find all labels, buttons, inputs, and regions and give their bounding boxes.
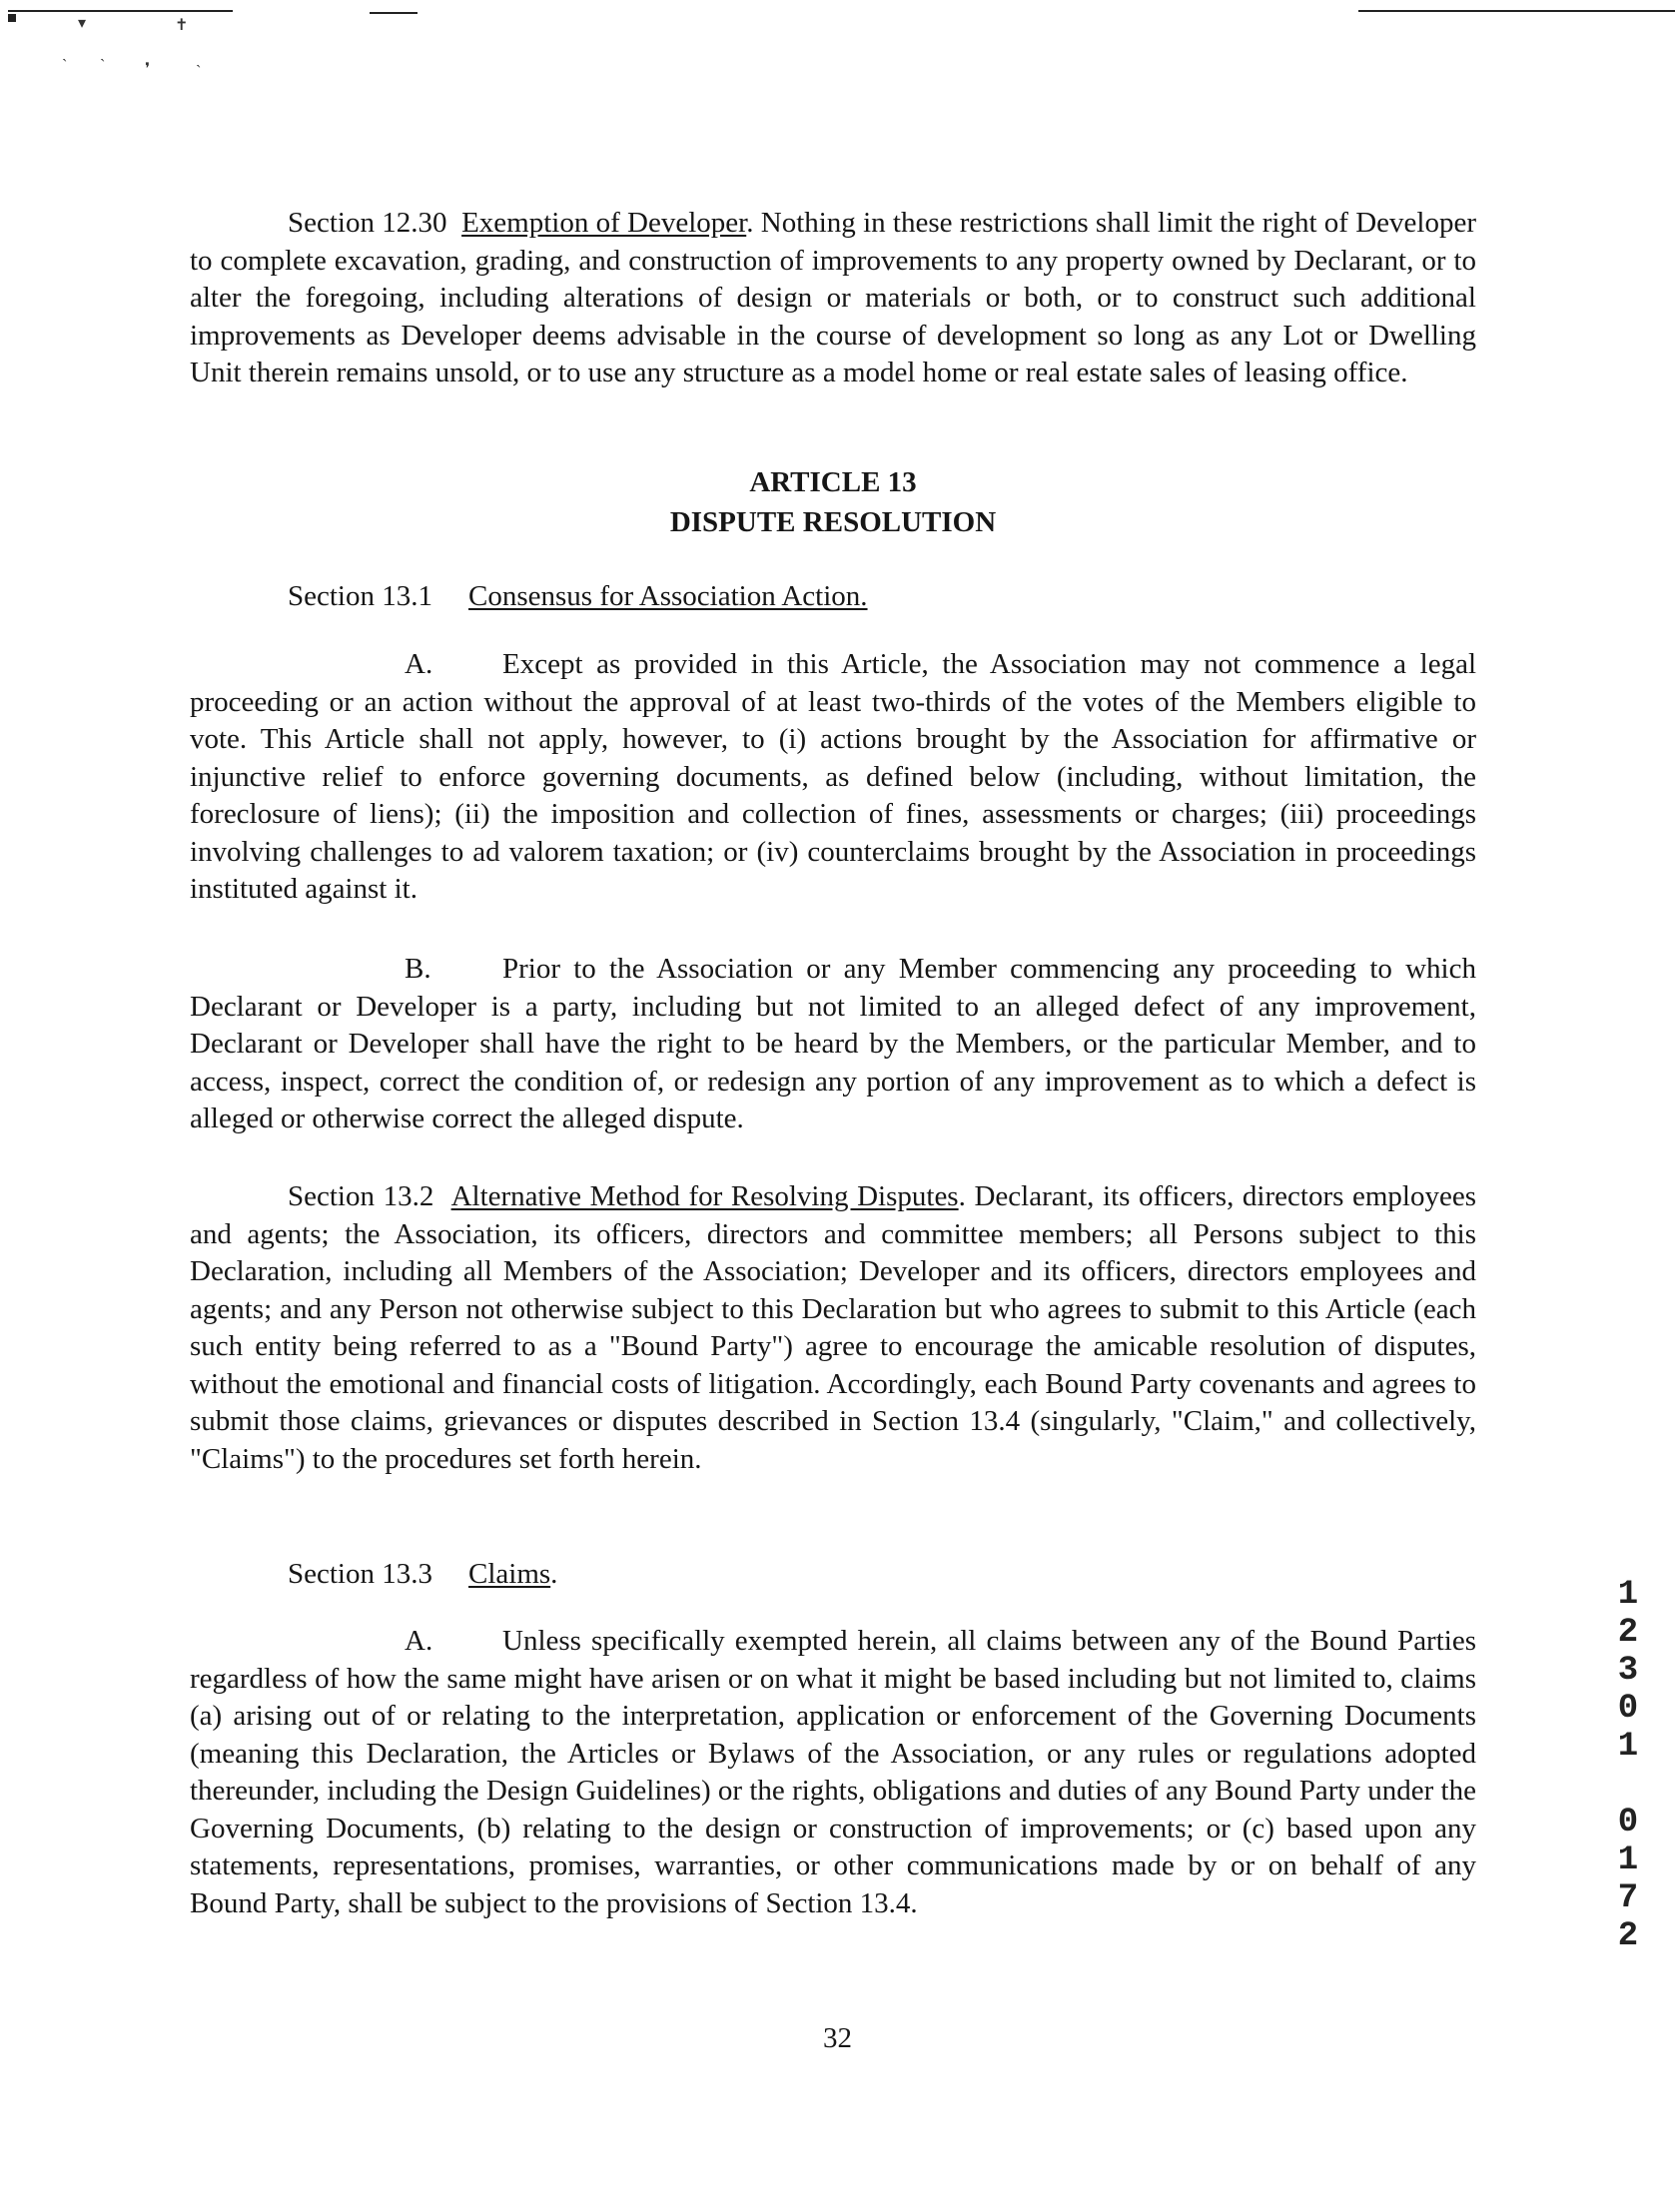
scan-artifact-top-center-line xyxy=(370,12,418,14)
subsection-body: Unless specifically exempted herein, all claims between any of the Bound Parties regardless of how the same might have arisen or on what it might be based including but not limited to, claims (a) arising out of or relating to the interpretation, application or enforcement of the Governing Documents (meaning this Declaration, the Articles or Bylaws of the Association, or any rules or regulations adopted thereunder, including the Design Guidelines) or the rights, obligations and duties of any Bound Party under the Governing Documents, (b) relating to the design or construction of improvements; or (c) based upon any statements, representations, promises, warranties, or other communications made by or on behalf of any Bound Party, shall be subject to the provisions of Section 13.4. xyxy=(190,1625,1476,1919)
subsection-label: A. xyxy=(405,648,433,680)
section-title: Exemption of Developer xyxy=(461,207,747,239)
scan-artifact-speck: ` xyxy=(196,63,202,80)
section-title: Consensus for Association Action. xyxy=(468,580,868,612)
subsection-body: Prior to the Association or any Member commencing any proceeding to which Declarant or Developer is a party, including but not limited to an alleged defect of any improvement, Declarant or Developer shall have the right to be heard by the Members, or the particular Member, and to access, inspect, correct the condition of, or redesign any portion of any improvement as to which a defect is alleged or otherwise correct the alleged dispute. xyxy=(190,953,1476,1134)
stamp-digit: 0 xyxy=(1617,1690,1639,1728)
section-title: Alternative Method for Resolving Disputes xyxy=(450,1180,959,1212)
subsection-label: A. xyxy=(405,1625,433,1657)
stamp-digit: 2 xyxy=(1617,1614,1639,1652)
section-13-1-heading xyxy=(288,578,868,616)
section-12-30-paragraph xyxy=(190,205,1476,392)
section-number: Section 13.1 xyxy=(288,580,432,612)
stamp-digit: 1 xyxy=(1617,1576,1639,1614)
section-number: Section 13.3 xyxy=(288,1558,432,1590)
section-number: Section 13.2 xyxy=(288,1180,434,1212)
scan-artifact-top-right-line xyxy=(1358,10,1675,12)
article-title: DISPUTE RESOLUTION xyxy=(669,506,997,538)
section-13-1-a-paragraph xyxy=(190,646,1476,909)
section-number: Section 12.30 xyxy=(288,207,447,239)
stamp-digit: 0 xyxy=(1617,1804,1639,1842)
scan-artifact-speck: ❜ xyxy=(145,61,151,78)
stamp-digit: 3 xyxy=(1617,1652,1639,1690)
stamp-digit: 1 xyxy=(1617,1728,1639,1766)
section-13-2-paragraph xyxy=(190,1178,1476,1478)
section-title-suffix: . xyxy=(550,1558,558,1590)
section-13-3-a-paragraph xyxy=(190,1623,1476,1922)
section-body: . Declarant, its officers, directors employees and agents; the Association, its officers, directors and committee members; all Persons subject to this Declaration, including all Members of the Association; Developer and its officers, directors employees and agents; and any Person not otherwise subject to this Declaration but who agrees to submit to this Article (each such entity being referred to as a "Bound Party") agree to encourage the amicable resolution of disputes, without the emotional and financial costs of litigation. Accordingly, each Bound Party covenants and agrees to submit those claims, grievances or disputes described in Section 13.4 (singularly, "Claim," and collectively, "Claims") to the procedures set forth herein. xyxy=(190,1180,1477,1475)
stamp-digit: 2 xyxy=(1617,1917,1639,1955)
scan-artifact-speck: ▾ xyxy=(78,15,87,32)
scan-artifact-speck: ` xyxy=(100,57,106,74)
scan-artifact-speck: ` xyxy=(62,57,68,74)
section-title: Claims xyxy=(468,1558,551,1590)
article-heading xyxy=(190,462,1476,542)
article-number: ARTICLE 13 xyxy=(749,466,917,498)
page-number: 32 xyxy=(823,2022,852,2054)
subsection-body: Except as provided in this Article, the Association may not commence a legal proceeding or an action without the approval of at least two-thirds of the votes of the Members eligible to vote. This Article shall not apply, however, to (i) actions brought by the Association for affirmative or injunctive relief to enforce governing documents, as defined below (including, without limitation, the foreclosure of liens); (ii) the imposition and collection of fines, assessments or charges; (iii) proceedings involving challenges to ad valorem taxation; or (iv) counterclaims brought by the Association in proceedings instituted against it. xyxy=(190,648,1476,905)
scan-artifact-top-left-line xyxy=(8,10,233,12)
stamp-gap xyxy=(1610,1766,1646,1804)
stamp-digit: 7 xyxy=(1617,1879,1639,1917)
scan-artifact-top-left-corner xyxy=(8,14,16,22)
section-13-1-b-paragraph xyxy=(190,951,1476,1138)
margin-stamp-number xyxy=(1610,1576,1646,1955)
stamp-digit: 1 xyxy=(1617,1842,1639,1879)
subsection-label: B. xyxy=(405,953,431,985)
section-13-3-heading xyxy=(288,1556,557,1594)
section-body: . Nothing in these restrictions shall limit the right of Developer to complete excavation, grading, and construction of improvements to any property owned by Declarant, or to alter the foregoing, including alterations of design or materials or both, or to construct such additional improvements as Developer deems advisable in the course of development so long as any Lot or Dwelling Unit therein remains unsold, or to use any structure as a model home or real estate sales of leasing office. xyxy=(190,207,1476,388)
scan-artifact-speck: ✝ xyxy=(175,17,189,34)
